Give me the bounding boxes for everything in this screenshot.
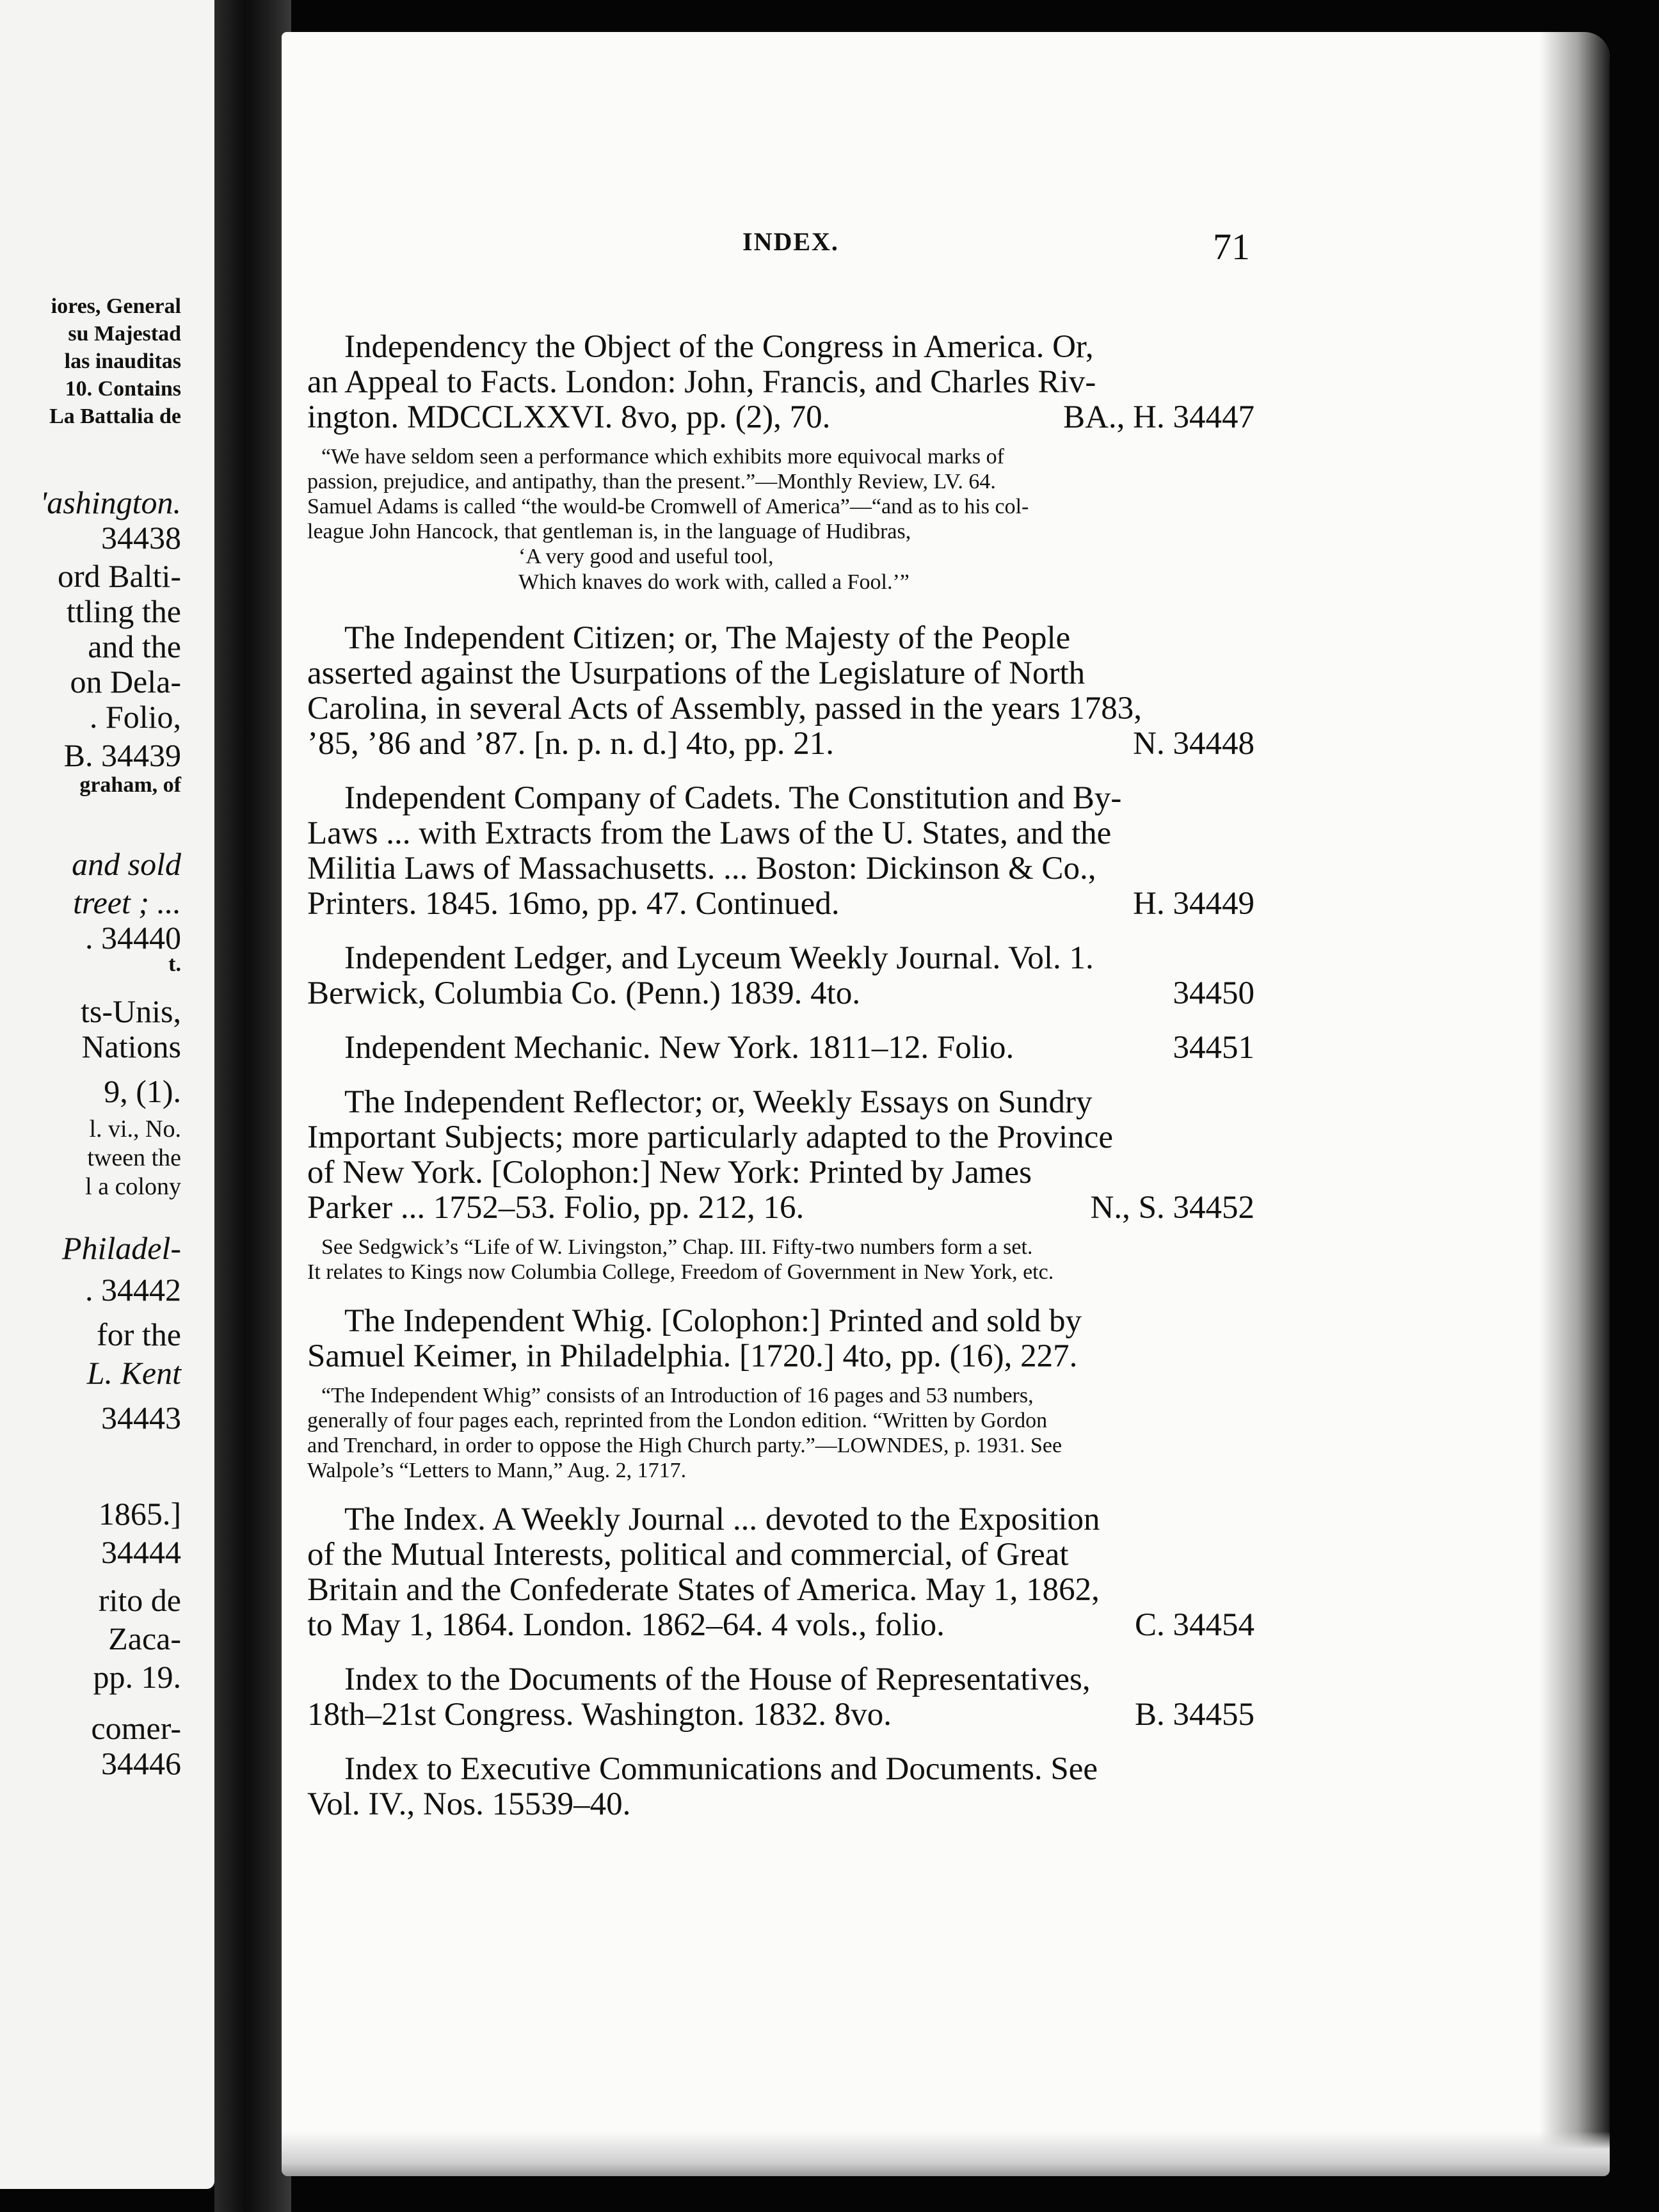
entry-text: Printers. 1845. 16mo, pp. 47. Continued. [307,886,840,922]
catalog-number: N., S. 34452 [1090,1190,1254,1226]
verse-quote [307,544,1254,595]
left-page-line: rito de [98,1582,181,1618]
entry-text: The Independent Whig. [Colophon:] Printed and sold by [344,1303,1082,1339]
left-page-line: . 34442 [85,1272,181,1308]
entry-text: of New York. [Colophon:] New York: Printed by James [307,1155,1032,1190]
left-page-line: las inauditas [64,349,181,373]
left-page-line: Nations [81,1029,181,1064]
left-page-line: l. vi., No. [89,1116,181,1142]
entry-line [307,851,1254,886]
note-line: “The Independent Whig” consists of an Introduction of 16 pages and 53 numbers, [321,1384,1034,1407]
entry-text: Berwick, Columbia Co. (Penn.) 1839. 4to. [307,975,861,1011]
left-page-line: iores, General [51,294,181,318]
page-bottom-edge [282,2131,1610,2176]
entry-line [307,691,1254,726]
entry-note [307,1235,1254,1285]
catalog-number: 34451 [1173,1030,1254,1066]
verse-line: ‘A very good and useful tool, [518,545,774,568]
index-entry [307,1752,1254,1822]
left-page-line: 34444 [101,1534,181,1570]
left-page-line: ord Balti- [57,558,181,594]
entry-text: The Independent Citizen; or, The Majesty of the People [344,620,1071,656]
entry-text: Carolina, in several Acts of Assembly, passed in the years 1783, [307,691,1142,726]
left-page-line: 1865.] [98,1496,181,1532]
entry-note [307,1383,1254,1483]
left-page-line: t. [168,952,181,976]
left-facing-page [0,0,214,2189]
left-page-line: 34443 [101,1400,181,1436]
entry-line [307,726,1254,762]
index-entry [307,781,1254,922]
left-page-line: for the [97,1317,181,1352]
catalog-number: B. 34455 [1134,1697,1254,1733]
entry-text: an Appeal to Facts. London: John, Francis, and Charles Riv- [307,364,1096,400]
left-page-line: and the [88,629,181,664]
entry-text: 18th–21st Congress. Washington. 1832. 8vo. [307,1697,892,1733]
entry-line [307,621,1254,656]
note-line: See Sedgwick’s “Life of W. Livingston,” Chap. III. Fifty-two numbers form a set. [321,1235,1033,1259]
running-head: INDEX. [742,227,839,256]
index-entry [307,1662,1254,1733]
left-page-line: Zaca- [108,1621,181,1656]
entry-line [307,1537,1254,1573]
entry-line [307,1573,1254,1608]
entry-text: Parker ... 1752–53. Folio, pp. 212, 16. [307,1190,805,1226]
entry-line [307,1155,1254,1190]
note-line: passion, prejudice, and antipathy, than the present.”—Monthly Review, LV. 64. [307,470,996,493]
entry-line [307,1608,1254,1643]
note-line: Samuel Adams is called “the would-be Cromwell of America”—“and as to his col- [307,495,1029,518]
left-page-line: 'ashington. [40,485,181,520]
note-line: generally of four pages each, reprinted from the London edition. “Written by Gordon [307,1409,1048,1432]
left-page-line: La Battalia de [49,405,181,428]
left-page-line: ts-Unis, [81,993,181,1029]
left-page-line: treet ; ... [73,885,181,920]
left-page-line: comer- [91,1710,181,1746]
entry-text: Vol. IV., Nos. 15539–40. [307,1786,631,1822]
left-page-line: on Dela- [70,664,181,700]
entry-line [307,1190,1254,1226]
entry-line [307,1085,1254,1120]
entry-text: Independent Mechanic. New York. 1811–12. Folio. [344,1030,1014,1066]
index-entry [307,621,1254,762]
entry-text: Laws ... with Extracts from the Laws of the U. States, and the [307,815,1112,851]
catalog-number: 34450 [1173,975,1254,1011]
entry-line [307,1304,1254,1339]
entry-text: The Independent Reflector; or, Weekly Essays on Sundry [344,1084,1093,1120]
index-entry [307,1304,1254,1374]
note-line: It relates to Kings now Columbia College, Freedom of Government in New York, etc. [307,1260,1054,1284]
left-page-line: . Folio, [89,699,181,735]
entry-text: The Index. A Weekly Journal ... devoted to the Exposition [344,1502,1100,1537]
index-entry [307,1085,1254,1226]
index-entries [307,330,1254,1841]
left-page-line: l a colony [85,1173,181,1200]
page-number: 71 [1213,226,1250,268]
entry-line [307,365,1254,400]
index-entry [307,1502,1254,1643]
entry-line [307,1030,1254,1066]
entry-line [307,400,1254,435]
left-page-line: . 34440 [85,920,181,956]
left-page-line: 10. Contains [65,377,181,401]
main-page [282,32,1610,2176]
book-gutter [214,0,291,2212]
entry-line [307,816,1254,851]
index-entry [307,941,1254,1011]
note-line: and Trenchard, in order to oppose the High Church party.”—LOWNDES, p. 1931. See [307,1434,1062,1457]
entry-text: of the Mutual Interests, political and commercial, of Great [307,1537,1069,1573]
catalog-number: C. 34454 [1134,1607,1254,1643]
entry-text: Independency the Object of the Congress in America. Or, [344,329,1094,365]
entry-text: Index to Executive Communications and Documents. See [344,1751,1098,1787]
left-page-line: B. 34439 [63,737,181,773]
left-page-line: pp. 19. [93,1659,181,1695]
note-line: Walpole’s “Letters to Mann,” Aug. 2, 1717. [307,1459,687,1482]
left-page-line: graham, of [79,773,181,797]
entry-line [307,1120,1254,1155]
left-page-line: and sold [72,846,181,882]
entry-text: Important Subjects; more particularly adapted to the Province [307,1119,1114,1155]
entry-line [307,976,1254,1011]
catalog-number: BA., H. 34447 [1063,399,1254,435]
entry-line [307,1662,1254,1697]
entry-line [307,656,1254,691]
entry-line [307,1787,1254,1822]
entry-text: ington. MDCCLXXVI. 8vo, pp. (2), 70. [307,399,831,435]
left-page-line: tween the [87,1144,181,1171]
entry-text: Independent Ledger, and Lyceum Weekly Journal. Vol. 1. [344,940,1094,976]
entry-text: to May 1, 1864. London. 1862–64. 4 vols., folio. [307,1607,945,1643]
left-page-line: 9, (1). [104,1073,181,1109]
left-page-line: ttling the [66,593,181,629]
entry-text: Militia Laws of Massachusetts. ... Boston: Dickinson & Co., [307,851,1096,886]
entry-text: asserted against the Usurpations of the Legislature of North [307,655,1086,691]
left-page-line: 34438 [101,520,181,556]
catalog-number: H. 34449 [1133,886,1254,922]
entry-line [307,886,1254,922]
entry-text: Independent Company of Cadets. The Constitution and By- [344,780,1122,816]
entry-line [307,330,1254,365]
entry-note [307,444,1254,544]
left-page-line: Philadel- [61,1230,181,1266]
entry-text: Samuel Keimer, in Philadelphia. [1720.] 4to, pp. (16), 227. [307,1338,1078,1374]
entry-line [307,781,1254,816]
entry-line [307,1752,1254,1787]
entry-line [307,1339,1254,1374]
entry-text: Index to the Documents of the House of Representatives, [344,1662,1091,1697]
index-entry [307,1030,1254,1066]
left-page-line: su Majestad [68,322,181,346]
page-header [282,227,1610,284]
left-page-line: 34446 [101,1745,181,1781]
entry-line [307,1697,1254,1733]
entry-line [307,1502,1254,1537]
catalog-number: N. 34448 [1133,726,1254,762]
index-entry [307,330,1254,435]
entry-text: ’85, ’86 and ’87. [n. p. n. d.] 4to, pp. 21. [307,726,834,762]
entry-line [307,941,1254,976]
page-edge-shadow [1539,32,1610,2176]
left-page-line: L. Kent [86,1355,181,1391]
entry-text: Britain and the Confederate States of America. May 1, 1862, [307,1572,1100,1608]
note-line: “We have seldom seen a performance which exhibits more equivocal marks of [321,445,1004,469]
verse-line: Which knaves do work with, called a Fool.’” [518,570,910,594]
note-line: league John Hancock, that gentleman is, in the language of Hudibras, [307,520,911,543]
